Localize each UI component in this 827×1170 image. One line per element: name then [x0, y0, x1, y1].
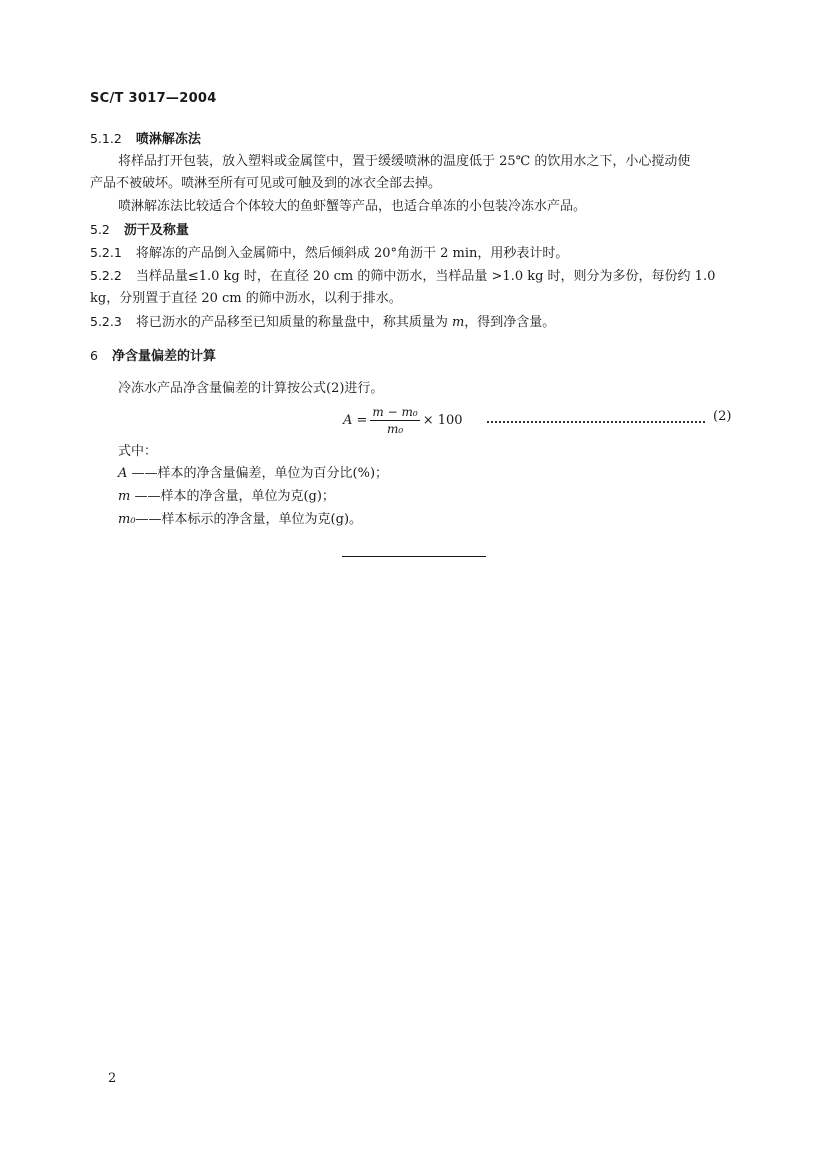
where-label: 式中：	[118, 444, 158, 459]
clause-text: 将解冻的产品倒入金属筛中，然后倾斜成 20°角沥干 2 min，用秒表计时。	[135, 246, 569, 261]
variable-symbol: m	[118, 489, 131, 504]
variable-definition	[118, 466, 388, 482]
end-rule	[342, 556, 486, 557]
section-heading-5-2	[90, 222, 189, 239]
section-heading-6	[90, 348, 216, 365]
equation-number: (2)	[713, 409, 732, 424]
paragraph-line: kg，分别置于直径 20 cm 的筛中沥水，以利于排水。	[90, 291, 402, 306]
formula-lhs: A =	[343, 412, 368, 428]
paragraph: 喷淋解冻法比较适合个体较大的鱼虾蟹等产品，也适合单冻的小包装冷冻水产品。	[118, 199, 587, 214]
clause-5-2-1	[90, 245, 568, 262]
paragraph-line: 将样品打开包装，放入塑料或金属筐中，置于缓缓喷淋的温度低于 25℃ 的饮用水之下，小心搅动使	[118, 154, 691, 169]
paragraph: 冷冻水产品净含量偏差的计算按公式(2)进行。	[118, 381, 384, 396]
clause-text: 当样品量≤1.0 kg 时，在直径 20 cm 的筛中沥水，当样品量 >1.0 kg 时，则分为多份，每份约 1.0	[135, 269, 716, 284]
variable-description: ——样本标示的净含量，单位为克(g)。	[135, 512, 363, 527]
clause-text: 将已沥水的产品移至已知质量的称量盘中，称其质量为	[135, 315, 452, 330]
variable-description: ——样本的净含量偏差，单位为百分比(%)；	[127, 466, 389, 481]
clause-number: 5.2.2	[90, 268, 122, 283]
formula-multiplier: × 100	[422, 412, 463, 428]
section-title: 沥干及称量	[123, 223, 189, 238]
clause-5-2-2	[90, 268, 715, 285]
formula-numerator: m − m₀	[372, 404, 418, 419]
section-number: 5.2	[90, 222, 110, 237]
variable-description: ——样本的净含量，单位为克(g)；	[130, 489, 335, 504]
clause-number: 5.2.1	[90, 245, 122, 260]
section-heading-5-1-2	[90, 131, 201, 148]
section-title: 喷淋解冻法	[135, 132, 201, 147]
variable-definition	[118, 489, 335, 505]
variable-symbol: m₀	[118, 512, 136, 527]
section-number: 6	[90, 348, 98, 363]
formula-fraction	[370, 405, 419, 436]
mass-symbol: m	[451, 315, 465, 330]
clause-text: ，得到净含量。	[464, 315, 556, 330]
clause-5-2-3	[90, 314, 555, 331]
paragraph-line: 产品不被破坏。喷淋至所有可见或可触及到的冰衣全部去掉。	[90, 176, 442, 191]
variable-symbol: A	[118, 466, 128, 481]
clause-number: 5.2.3	[90, 314, 122, 329]
dot-leader	[487, 411, 705, 423]
standard-code-header: SC/T 3017—2004	[90, 91, 217, 106]
formula-denominator: m₀	[386, 421, 404, 436]
section-number: 5.1.2	[90, 131, 122, 146]
formula	[343, 403, 463, 437]
section-title: 净含量偏差的计算	[111, 349, 216, 364]
variable-definition	[118, 512, 362, 528]
page-number: 2	[108, 1071, 117, 1086]
